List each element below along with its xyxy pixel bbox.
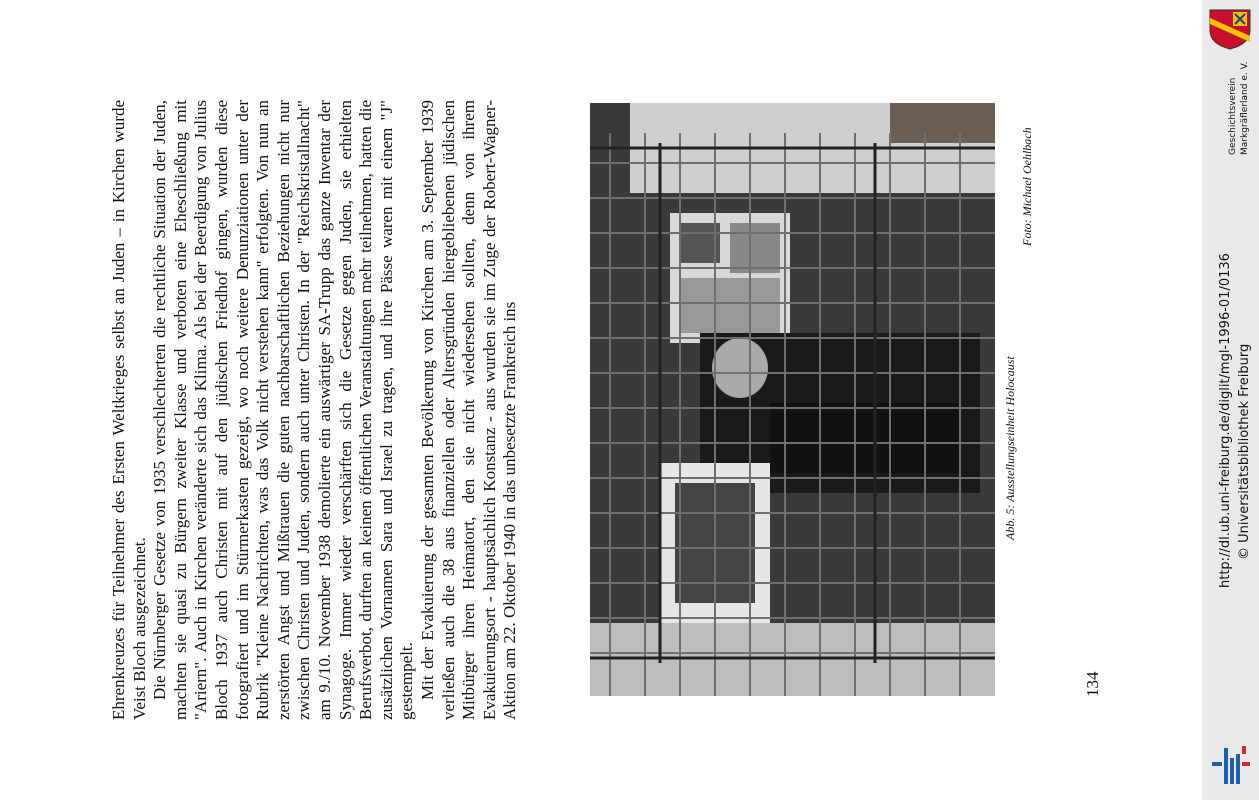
photo-illustration — [590, 103, 995, 696]
source-url-link[interactable]: http://dl.ub.uni-freiburg.de/diglit/mgl-1996-01/0136 — [1218, 253, 1233, 588]
society-crest-icon — [1207, 8, 1253, 50]
exhibition-photo — [590, 103, 995, 696]
figure-caption: Abb. 5: Ausstellungseinheit Holocaust — [1003, 356, 1017, 540]
photo-credit: Foto: Michael Oehlbach — [1020, 127, 1034, 246]
paragraph-2: Die Nürnberger Gesetze von 1935 verschlechterten die rechtliche Situation der Juden, machten sie quasi zu Bürgern zweiter Klasse und verboten eine Eheschließung mit "Ariern". Auch in Kirchen veränderte sich das Klima. Als bei der Beerdigung von Julius Bloch 1937 auch Christen mit auf den jüdischen Friedhof gingen, wurden diese fotografiert und im Stürmerkasten gezeigt, wo noch weitere Denunziationen unter der Rubrik "Kleine Nachrichten, was das Volk nicht verstehen kann" erfolgten. Von nun an zerstörten Angst und Mißtrauen die guten nachbarschaftlichen Beziehungen nicht nur zwischen Christen und Juden, sondern auch unter Christen. In der "Reichskristallnacht" am 9./10. November 1938 demolierte ein auswärtiger SA-Trupp das ganze Inventar der Synagoge. Immer wieder verschärften sich die Gesetze gegen Juden, sie erhielten Berufsverbot, durften an keinen öffentlichen Veranstaltungen mehr teilnehmen, hatten die zusätzlichen Vornamen Sara und Israel zu tragen, und ihre Pässe waren mit einem "J" gestempelt. — [150, 100, 417, 720]
society-name-line2: Markgräflerland e. V. — [1240, 61, 1250, 155]
library-copyright: © Universitätsbibliothek Freiburg — [1237, 343, 1252, 560]
paragraph-1: Ehrenkreuzes für Teilnehmer des Ersten Weltkrieges selbst an Juden – in Kirchen wurde Veist Bloch ausgezeichnet. — [109, 100, 149, 720]
society-name-line1: Geschichtsverein — [1228, 77, 1238, 155]
paragraph-3: Mit der Evakuierung der gesamten Bevölkerung von Kirchen am 3. September 1939 verließen auch die 38 aus finanziellen oder Altersgründen hiergebliebenen jüdischen Mitbürger ihren Heimatort, den sie nicht wiedersehen sollten, denn von ihrem Evakuierungsort - hauptsächlich Konstanz - aus wurden sie im Zuge der Robert-Wagner-Aktion am 22. Oktober 1940 in das unbesetzte Frankreich ins — [417, 100, 520, 720]
page-number: 134 — [1083, 671, 1102, 697]
body-text — [109, 100, 520, 720]
ub-freiburg-logo-icon — [1210, 742, 1252, 788]
